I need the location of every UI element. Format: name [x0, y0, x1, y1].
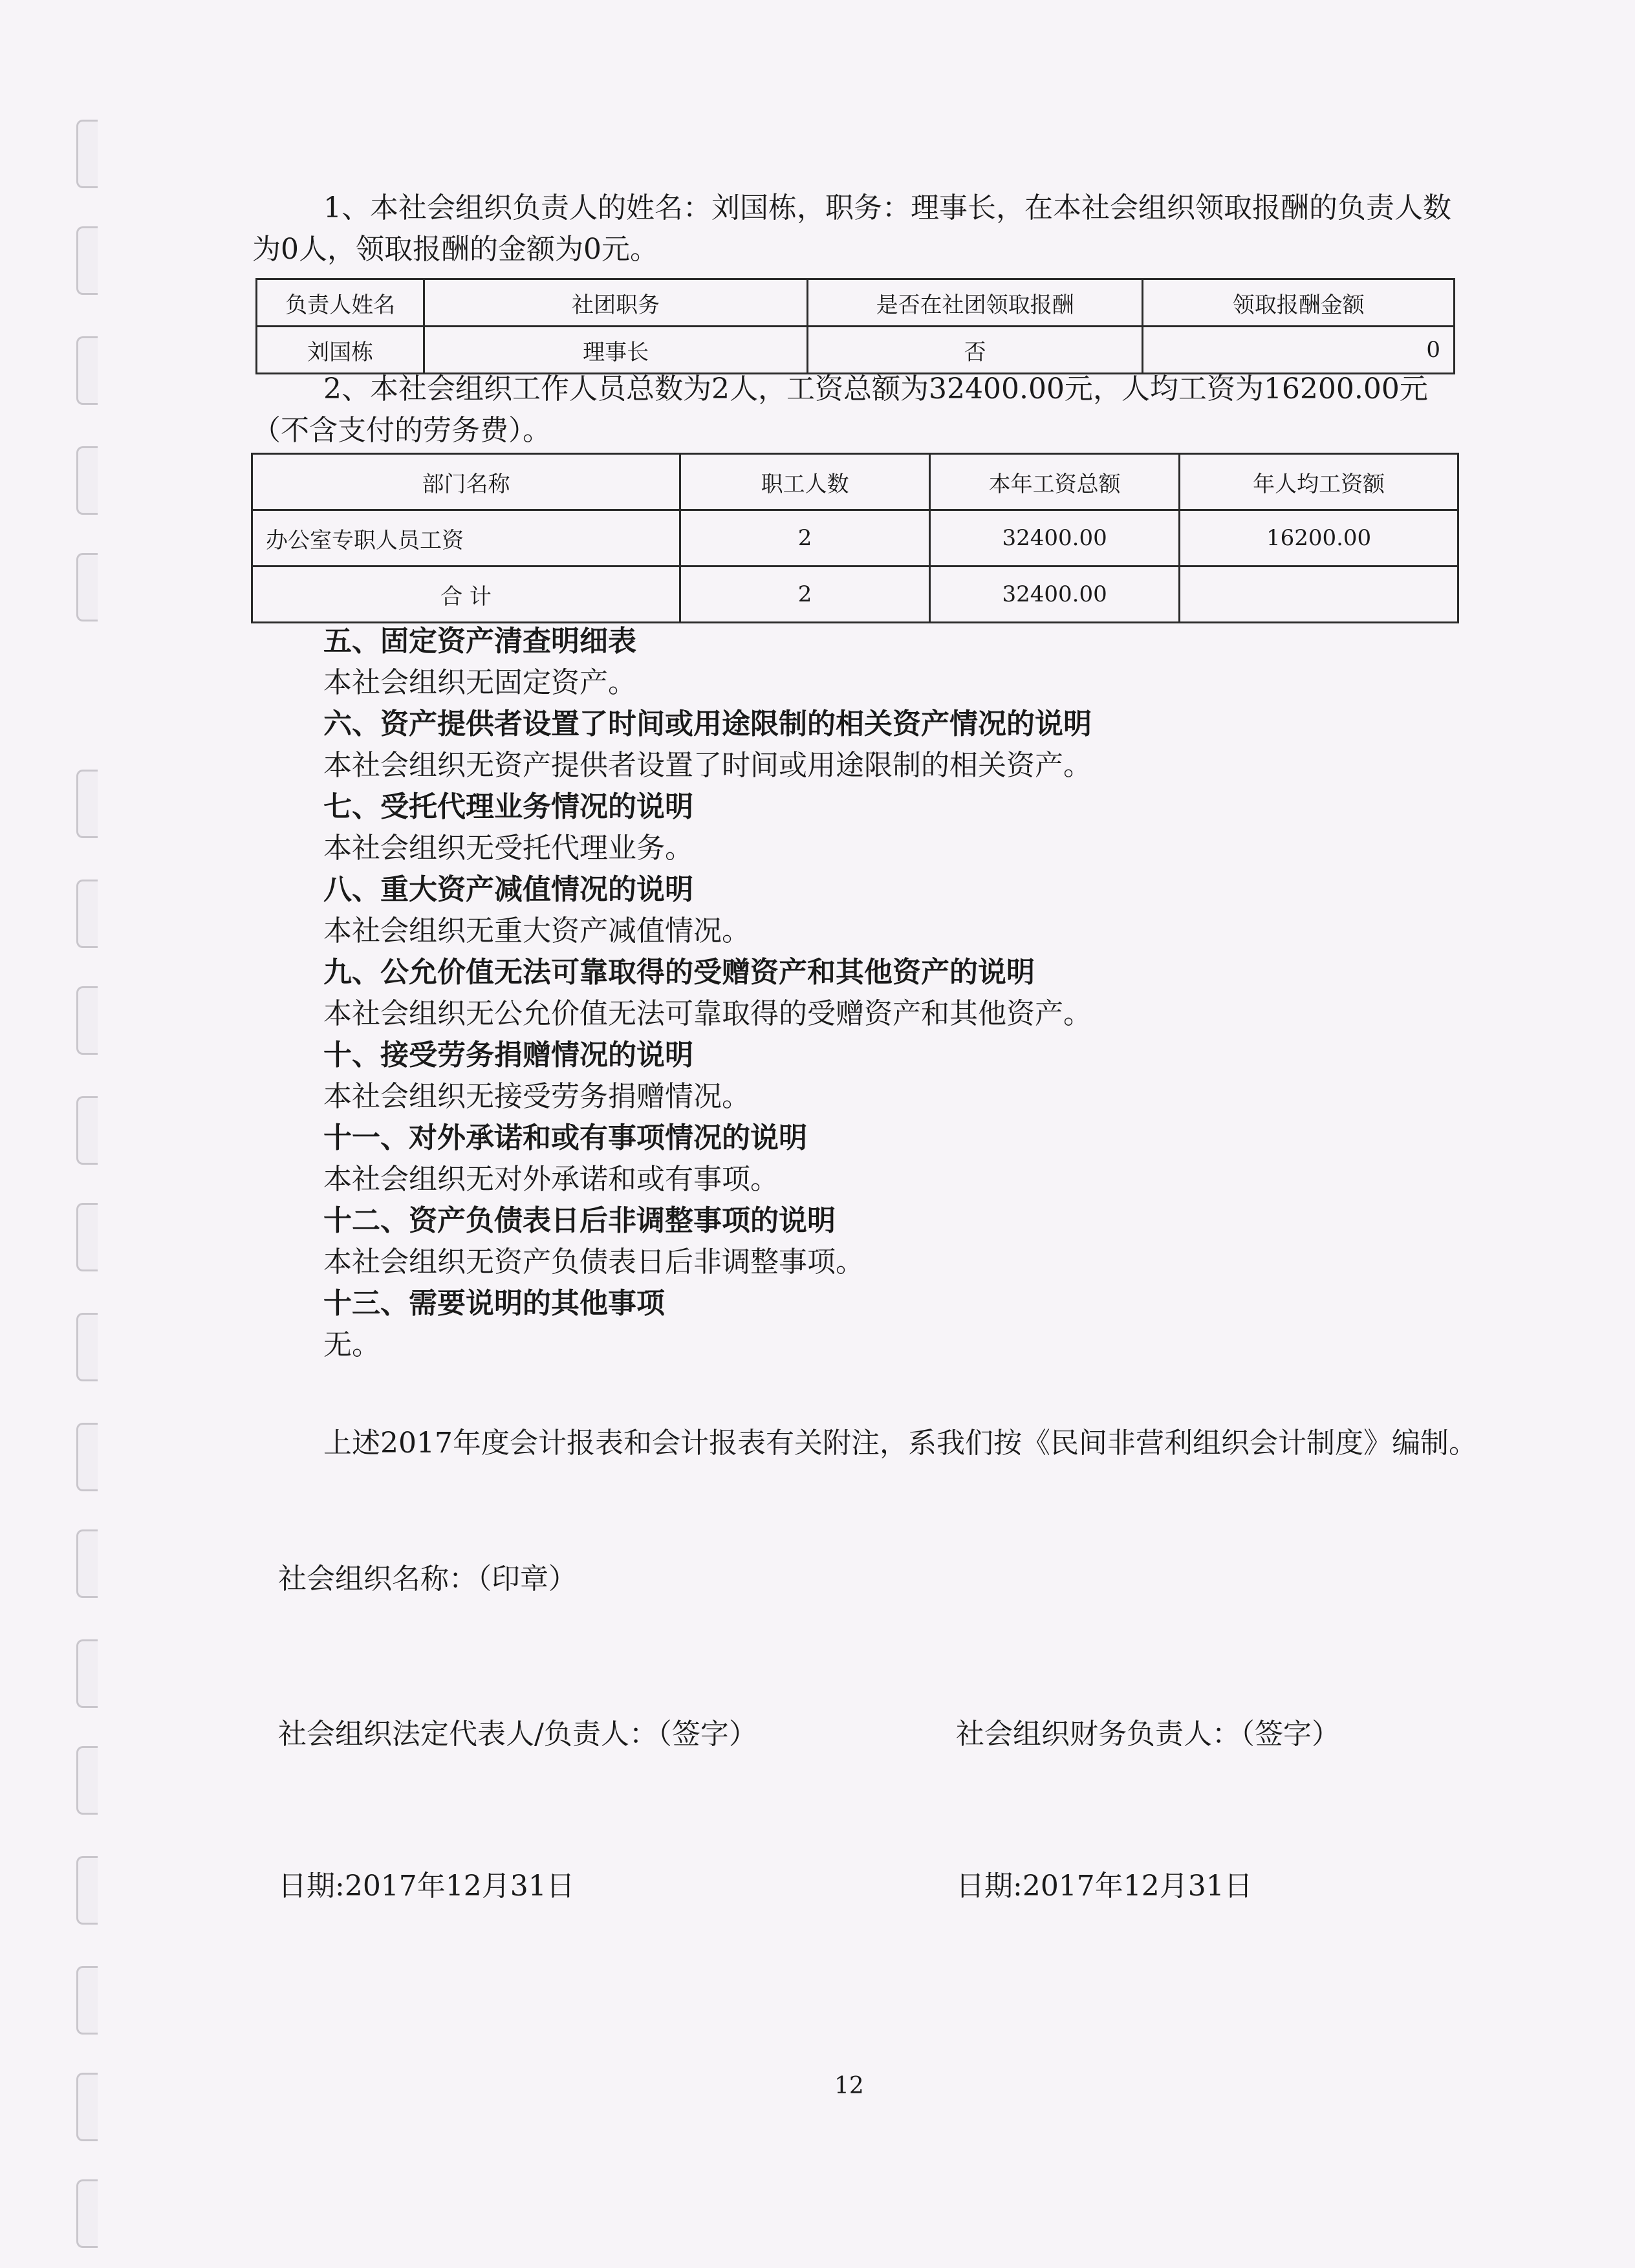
- intro-paragraph-2: [252, 369, 1468, 451]
- notes-sections: [323, 621, 1488, 1366]
- table-row: [252, 567, 1458, 623]
- para-responsible-person: 1、本社会组织负责人的姓名：刘国栋，职务：理事长，在本社会组织领取报酬的负责人数为0人，领取报酬的金额为0元。: [252, 191, 1451, 266]
- table-header-cell: 部门名称: [252, 454, 680, 510]
- section-body: 本社会组织无接受劳务捐赠情况。: [323, 1080, 750, 1113]
- binding-hole: [76, 770, 98, 838]
- table-cell: 办公室专职人员工资: [252, 510, 680, 567]
- section-heading: 十三、需要说明的其他事项: [323, 1287, 665, 1320]
- finance-head-signature-label: 社会组织财务负责人：（签字）: [956, 1718, 1340, 1751]
- binding-hole: [76, 986, 98, 1055]
- section-body: 本社会组织无重大资产减值情况。: [323, 914, 750, 947]
- binding-hole: [76, 2073, 98, 2141]
- binding-hole: [76, 1639, 98, 1708]
- page-number: 12: [834, 2073, 864, 2099]
- table-cell: 否: [807, 327, 1143, 374]
- section-heading: 九、公允价值无法可靠取得的受赠资产和其他资产的说明: [323, 956, 1035, 989]
- binding-hole: [76, 336, 98, 405]
- binding-hole: [76, 1313, 98, 1381]
- table-cell: 理事长: [424, 327, 808, 374]
- table-header-row: [257, 279, 1455, 327]
- section-body: 本社会组织无受托代理业务。: [323, 832, 693, 865]
- table-cell: 合 计: [252, 567, 680, 623]
- section-body: 本社会组织无资产提供者设置了时间或用途限制的相关资产。: [323, 749, 1092, 782]
- section-body: 本社会组织无对外承诺和或有事项。: [323, 1163, 779, 1196]
- table-header-cell: 职工人数: [680, 454, 930, 510]
- section-heading: 五、固定资产清查明细表: [323, 625, 636, 658]
- section-body: 本社会组织无固定资产。: [323, 666, 636, 699]
- section-heading: 十一、对外承诺和或有事项情况的说明: [323, 1121, 807, 1154]
- date-left: 日期:2017年12月31日: [278, 1870, 575, 1903]
- table-cell: [1180, 567, 1458, 623]
- table-cell: 32400.00: [930, 567, 1180, 623]
- binding-hole: [76, 120, 98, 188]
- table-header-cell: 年人均工资额: [1180, 454, 1458, 510]
- binding-hole: [76, 1096, 98, 1165]
- table-header-row: [252, 454, 1458, 510]
- binding-hole: [76, 1423, 98, 1491]
- intro-paragraph-1: [252, 188, 1468, 270]
- statement: 上述2017年度会计报表和会计报表有关附注，系我们按《民间非营利组织会计制度》编制。: [323, 1427, 1477, 1460]
- table-cell: 16200.00: [1180, 510, 1458, 567]
- table-cell: 32400.00: [930, 510, 1180, 567]
- table-row: [257, 327, 1455, 374]
- section-heading: 六、资产提供者设置了时间或用途限制的相关资产情况的说明: [323, 707, 1092, 740]
- org-name-seal-label: 社会组织名称：（印章）: [278, 1562, 577, 1595]
- para-staff-salary: 2、本社会组织工作人员总数为2人，工资总额为32400.00元，人均工资为16200.00元（不含支付的劳务费）。: [252, 373, 1428, 447]
- table-cell: 0: [1143, 327, 1455, 374]
- section-heading: 十、接受劳务捐赠情况的说明: [323, 1039, 693, 1072]
- table-header-cell: 负责人姓名: [257, 279, 424, 327]
- section-body: 本社会组织无资产负债表日后非调整事项。: [323, 1246, 864, 1279]
- table-cell: 2: [680, 567, 930, 623]
- section-heading: 八、重大资产减值情况的说明: [323, 873, 693, 906]
- section-body: 无。: [323, 1328, 380, 1361]
- binding-hole: [76, 2179, 98, 2248]
- legal-representative-signature-label: 社会组织法定代表人/负责人：（签字）: [278, 1718, 757, 1751]
- date-right: 日期:2017年12月31日: [956, 1870, 1253, 1903]
- binding-hole: [76, 1966, 98, 2035]
- table-cell: 刘国栋: [257, 327, 424, 374]
- binding-hole: [76, 553, 98, 621]
- binding-hole: [76, 1529, 98, 1598]
- binding-hole: [76, 446, 98, 515]
- table-header-cell: 领取报酬金额: [1143, 279, 1455, 327]
- salary-table: [251, 453, 1459, 623]
- binding-hole: [76, 226, 98, 295]
- binding-hole: [76, 1856, 98, 1925]
- table-header-cell: 是否在社团领取报酬: [807, 279, 1143, 327]
- table-header-cell: 本年工资总额: [930, 454, 1180, 510]
- binding-hole: [76, 1203, 98, 1271]
- table-cell: 2: [680, 510, 930, 567]
- section-heading: 七、受托代理业务情况的说明: [323, 790, 693, 823]
- table-header-cell: 社团职务: [424, 279, 808, 327]
- binding-hole: [76, 880, 98, 948]
- section-body: 本社会组织无公允价值无法可靠取得的受赠资产和其他资产。: [323, 997, 1092, 1030]
- table-row: [252, 510, 1458, 567]
- binding-hole: [76, 1746, 98, 1815]
- section-heading: 十二、资产负债表日后非调整事项的说明: [323, 1204, 836, 1237]
- responsible-person-table: [255, 278, 1455, 374]
